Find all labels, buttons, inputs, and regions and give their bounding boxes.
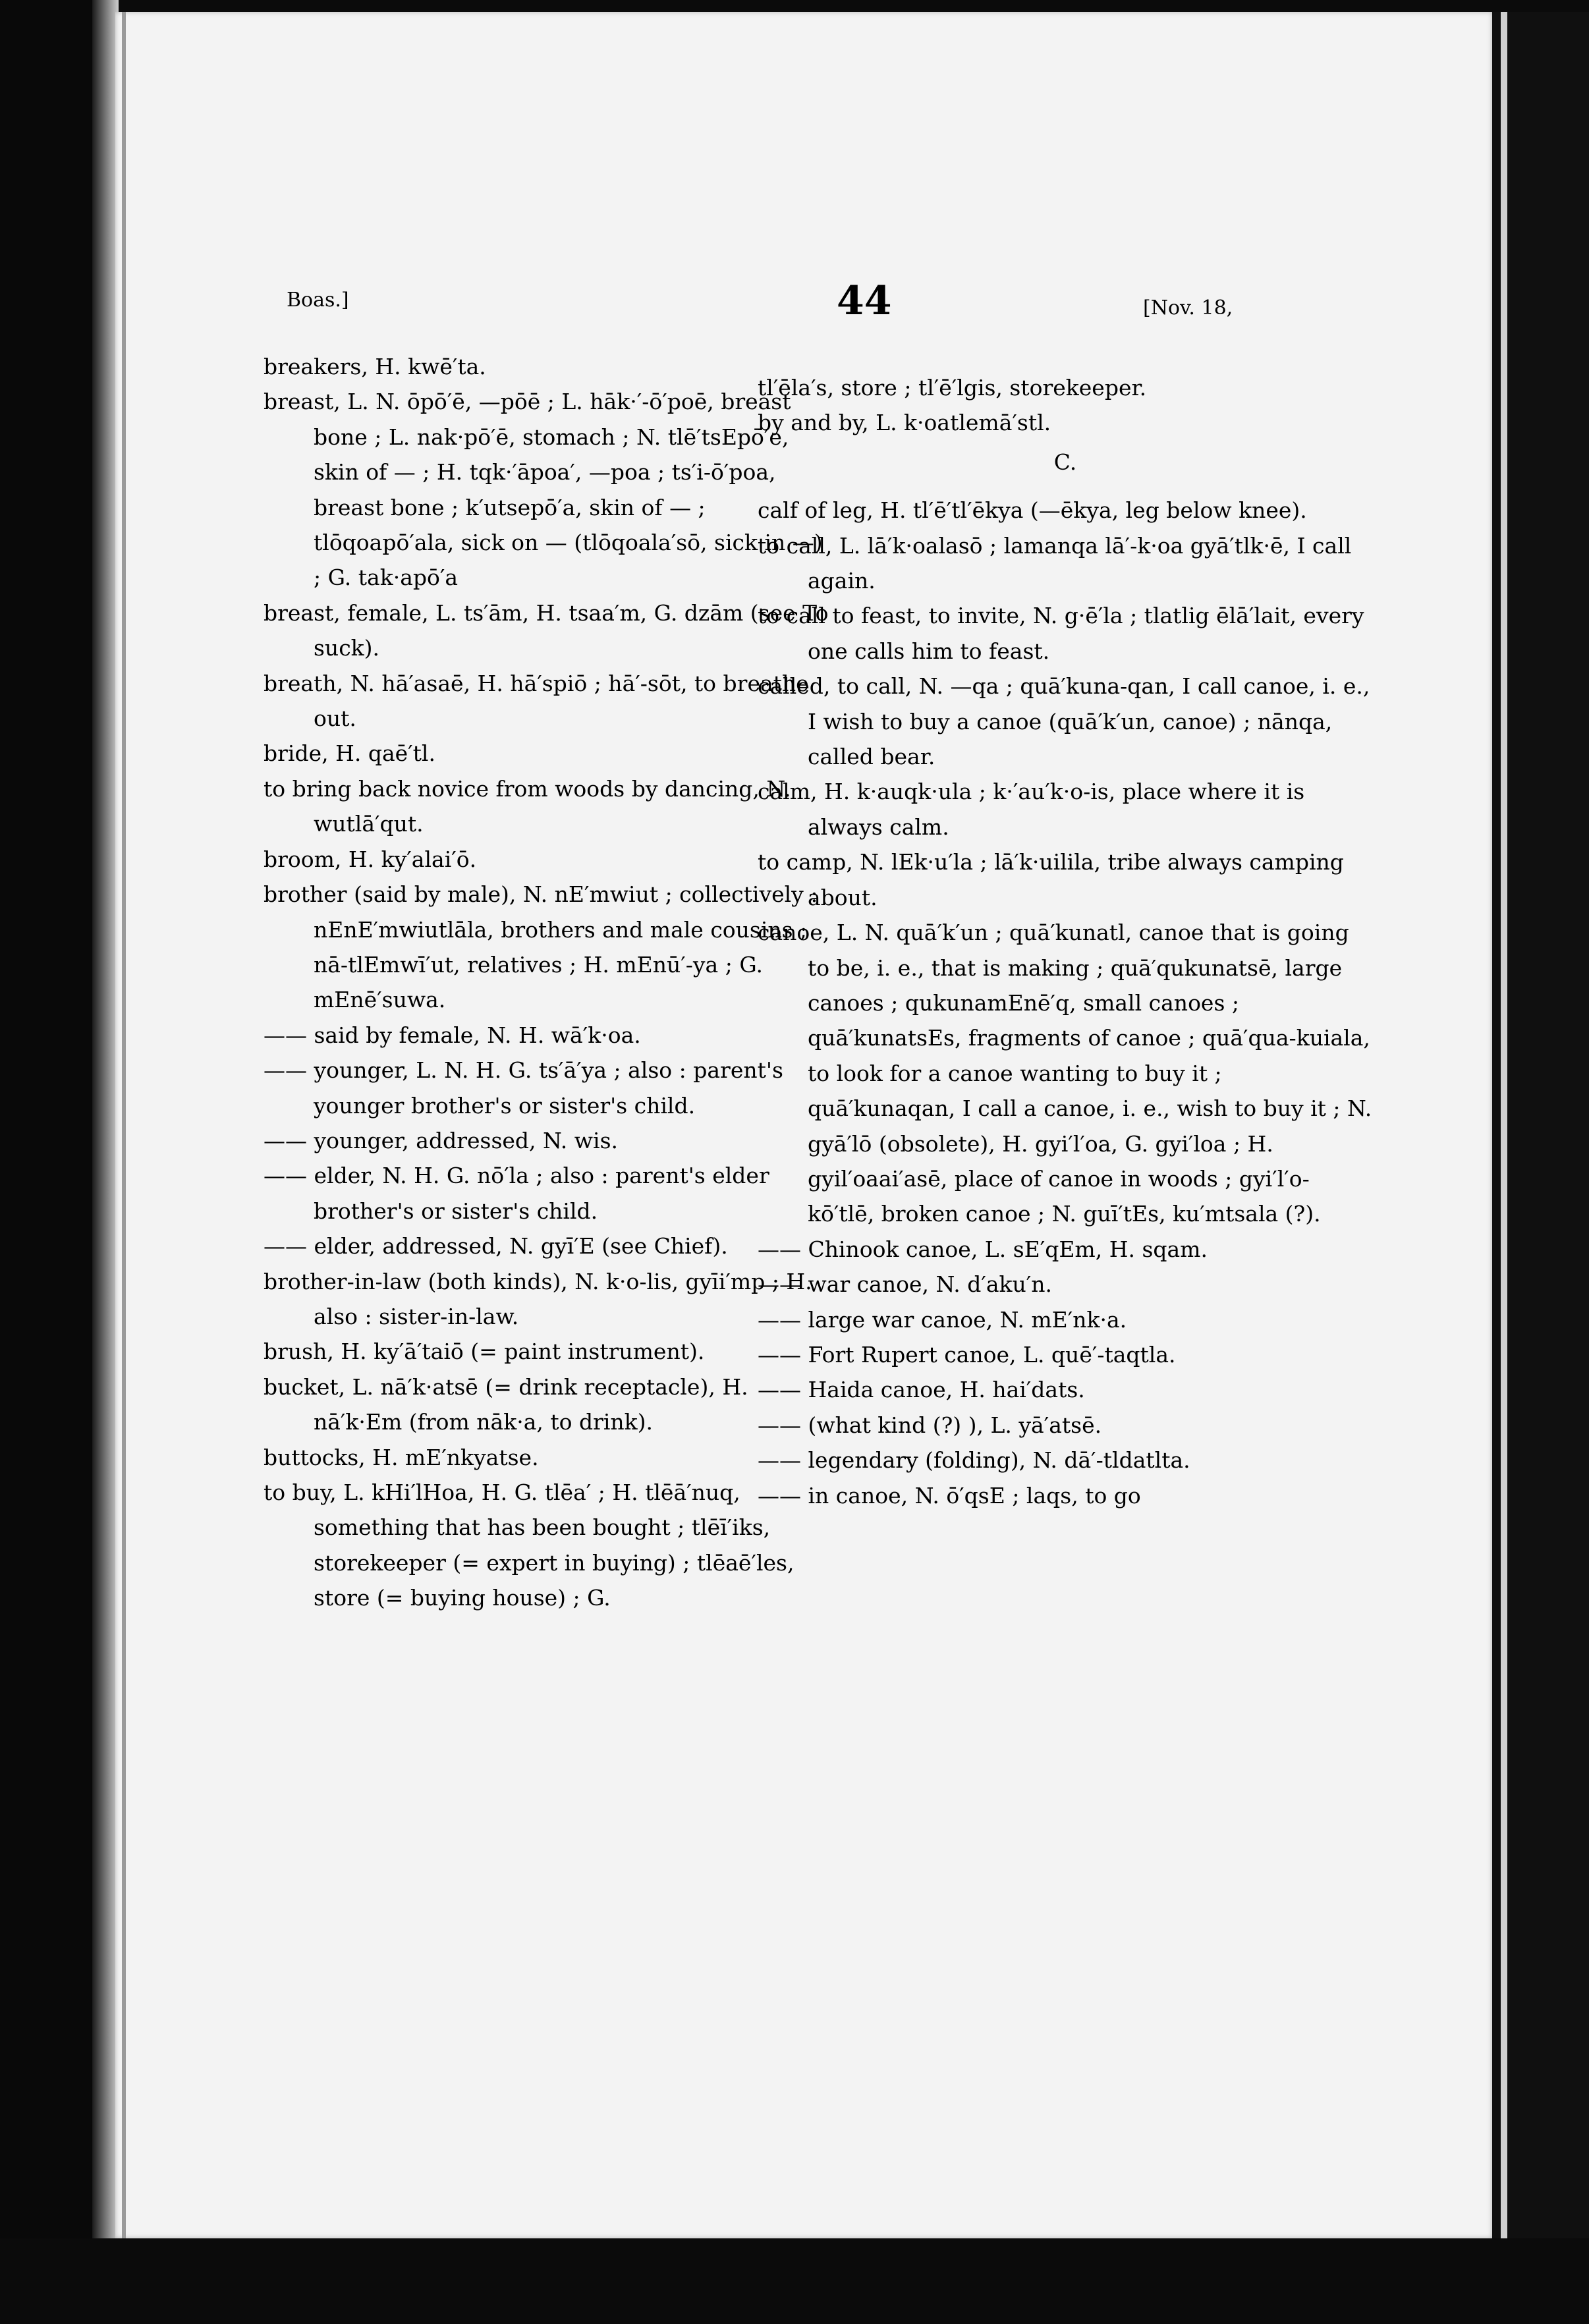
entry-bride: bride, H. qaē′tl. [264,740,435,767]
entry-by-and-by: by and by, L. k·oatlemā′stl. [758,410,1051,436]
entry-what-kind-canoe: —— (what kind (?) ), L. yā′atsē. [758,1412,1102,1438]
entry-war-canoe: —— war canoe, N. d′aku′n. [758,1271,1052,1298]
entry-canoe: canoe, L. N. quā′k′un ; quā′kunatl, canoe that is going to be, i. e., that is making ; quā′qukunatsē, large canoes ; qukunamEnē′q, small canoes ; quā′kunatsEs, fragments of canoe ; quā′qua-kuiala, to look for a canoe wanting to buy it ; quā′kunaqan, I call a canoe, i. e., wish to buy it ; N. gyā′lō (obsolete), H. gyi′l′oa, G. gyi′loa ; H. gyil′oaai′asē, place of canoe in woods ; gyi′l′o-kō′tlē, broken canoe ; N. guī′tEs, ku′mtsala (?). [758,920,1372,1227]
entry-to-call: to call, L. lā′k·oalasō ; lamanqa lā′-k·oa gyā′tlk·ē, I call again. [758,532,1352,594]
entry-bucket: bucket, L. nā′k·atsē (= drink receptacle), H. nā′k·Em (from nāk·a, to drink). [264,1373,748,1435]
entry-breast-female: breast, female, L. ts′ām, H. tsaa′m, G. dzām (see To suck). [264,599,829,661]
entry-brother-said-by-female: —— said by female, N. H. wā′k·oa. [264,1022,641,1048]
entry-fort-rupert-canoe: —— Fort Rupert canoe, L. quē′-taqtla. [758,1341,1176,1368]
entry-bring-back: to bring back novice from woods by dancing, N. wutlā′qut. [264,775,791,837]
running-head-author: Boas.] [287,289,349,312]
facing-page-edge [1501,12,1507,2238]
spine-line [122,12,126,2238]
entry-broom: broom, H. ky′alai′ō. [264,846,477,872]
left-column [264,349,835,1616]
section-heading-c: C. [1053,449,1077,475]
entry-brother-elder-addressed: —— elder, addressed, N. gyī′E (see Chief). [264,1233,728,1259]
entry-breath: breath, N. hā′asaē, H. hā′spiō ; hā′-sōt, to breathe out. [264,670,809,732]
entry-buttocks: buttocks, H. mE′nkyatse. [264,1444,539,1470]
running-head-date: [Nov. 18, [1143,296,1233,319]
entry-large-war-canoe: —— large war canoe, N. mE′nk·a. [758,1306,1127,1333]
entry-breast: breast, L. N. ōpō′ē, —pōē ; L. hāk·′-ō′poē, breast bone ; L. nak·pō′ē, stomach ; N. tlē′tsEpō′e, skin of — ; H. tqk·′āpoa′, —poa ; ts′i-ō′poa, breast bone ; k′utsepō′a, skin of — ; tlōqoapō′ala, sick on — (tlōqoala′sō, sick in —) ; G. tak·apō′a [264,389,823,591]
entry-brother-younger: —— younger, L. N. H. G. ts′ā′ya ; also : parent's younger brother's or sister's child. [264,1057,783,1119]
entry-chinook-canoe: —— Chinook canoe, L. sE′qEm, H. sqam. [758,1236,1208,1262]
entry-call-to-feast: to call to feast, to invite, N. g·ē′la ; tlatlig ēlā′lait, every one calls him to feast. [758,603,1364,664]
entry-calf: calf of leg, H. tl′ē′tl′ēkya (—ēkya, leg below knee). [758,497,1307,524]
entry-legendary-canoe: —— legendary (folding), N. dā′-tldatlta. [758,1447,1190,1474]
entry-brother-younger-addressed: —— younger, addressed, N. wis. [264,1127,618,1153]
entry-calm: calm, H. k·auqk·ula ; k·′au′k·o-is, place where it is always calm. [758,779,1305,840]
entry-to-camp: to camp, N. lEk·u′la ; lā′k·uilila, tribe always camping about. [758,849,1344,910]
entry-to-buy: to buy, L. kHi′lHoa, H. G. tlēa′ ; H. tlēā′nuq, something that has been bought ; tlēī′iks, storekeeper (= expert in buying) ; tlēaē′les, store (= buying house) ; G. [264,1480,794,1611]
right-column [758,370,1373,1513]
scan-bottom-border [0,2238,1589,2324]
entry-brother-elder: —— elder, N. H. G. nō′la ; also : parent's elder brother's or sister's child. [264,1163,769,1224]
entry-called: called, to call, N. —qa ; quā′kuna-qan, I call canoe, i. e., I wish to buy a canoe (quā′k′un, canoe) ; nānqa, called bear. [758,673,1370,770]
page-number: 44 [837,278,892,324]
entry-breakers: breakers, H. kwē′ta. [264,354,486,379]
entry-buy-continued: tl′ēla′s, store ; tl′ē′lgis, storekeeper. [758,375,1147,401]
page-spine-shadow [92,0,119,2324]
entry-brother: brother (said by male), N. nE′mwiut ; collectively : nEnE′mwiutlāla, brothers and male cousins ; nā-tlEmwī′ut, relatives ; H. mEnū′-ya ; G. mEnē′suwa. [264,881,818,1013]
scan-left-border [0,0,99,2324]
entry-in-canoe: —— in canoe, N. ō′qsE ; laqs, to go [758,1482,1141,1508]
entry-brother-in-law: brother-in-law (both kinds), N. k·o-lis, gyīi′mp ; H. also : sister-in-law. [264,1268,812,1329]
entry-haida-canoe: —— Haida canoe, H. hai′dats. [758,1377,1085,1403]
entry-brush: brush, H. ky′ā′taiō (= paint instrument). [264,1339,705,1365]
